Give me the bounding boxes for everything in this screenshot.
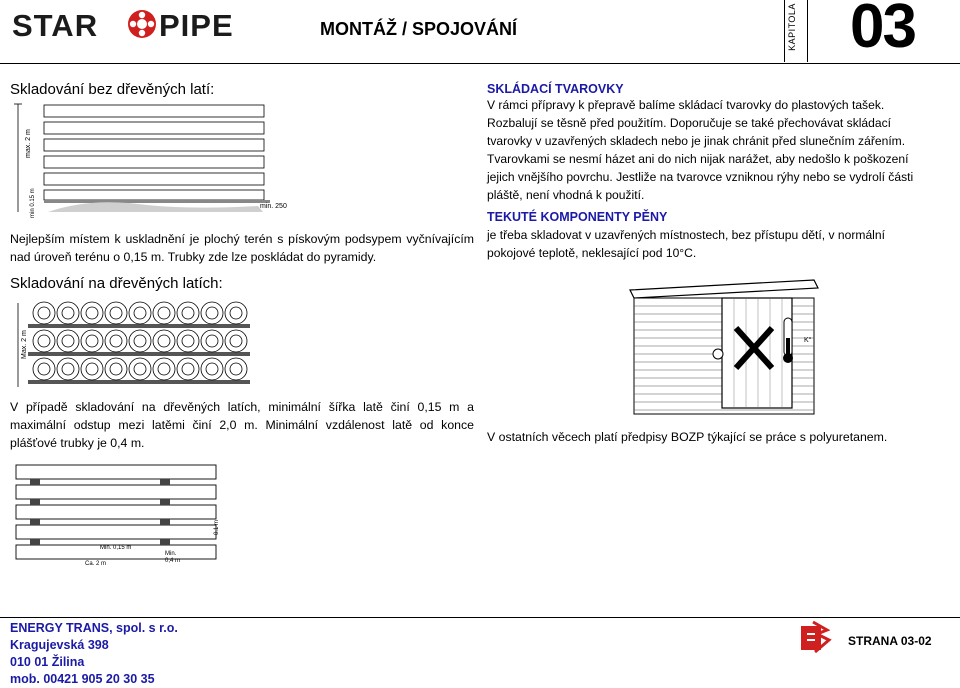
- pipe-inner: [230, 363, 242, 375]
- pipe-inner: [206, 335, 218, 347]
- pipe-inner: [206, 363, 218, 375]
- fig3-min015-label: Min. 0,15 m: [100, 545, 132, 551]
- fig2-max-label: Max. 2 m: [21, 330, 28, 359]
- pipe-inner: [182, 307, 194, 319]
- pipe-inner: [158, 363, 170, 375]
- pipe-inner: [134, 335, 146, 347]
- pipe-inner: [38, 335, 50, 347]
- foam-line: je třeba skladovat v uzavřených místnostech, bez přístupu dětí, v normální: [487, 228, 885, 242]
- fig1-min250-label: min. 250: [260, 203, 287, 210]
- bozp-text: V ostatních věcech platí předpisy BOZP týkající se práce s polyuretanem.: [487, 430, 888, 444]
- figure-storage-shed: [624, 278, 824, 416]
- section-text-no-laths: Nejlepším místem k uskladnění je plochý terén s pískovým podsypem vyčnívajícím nad úroveň terénu o 0,15 m. Trubky zde lze poskládat do pyramidy.: [10, 232, 474, 264]
- fig3-min01-label: 0.1 m: [214, 519, 220, 535]
- pipe-inner: [86, 307, 98, 319]
- fig1-max-label: max. 2 m: [25, 129, 32, 158]
- pipe-inner: [158, 335, 170, 347]
- fig1-min15-label: min 0.15 m: [30, 188, 36, 218]
- starpipe-logo: [12, 8, 252, 43]
- chapter-number: 03: [850, 0, 915, 61]
- foam-text: [487, 226, 952, 262]
- pipe-inner: [134, 363, 146, 375]
- pipe-inner: [110, 307, 122, 319]
- fittings-line: V rámci přípravy k přepravě balíme skládací tvarovky do plastových tašek.: [487, 98, 885, 112]
- fig3-min04-label: 0,4 m: [165, 558, 181, 564]
- figure-pipes-on-laths: [10, 297, 260, 392]
- pipe-inner: [134, 307, 146, 319]
- pipe-inner: [62, 363, 74, 375]
- fittings-line: tvarovky v uzavřených skladech nebo je jinak chránit před slunečním zářením.: [487, 134, 906, 148]
- header-divider: [0, 63, 960, 64]
- footer-street: Kragujevská 398: [10, 638, 109, 652]
- section-heading-no-laths: Skladování bez dřevěných latí:: [10, 81, 215, 98]
- fittings-line: Rozbalují se těsně před použitím. Doporučuje se také přechovávat skládací: [487, 116, 892, 130]
- logo-text-pipe: PIPE: [159, 8, 234, 43]
- pipe-inner: [86, 335, 98, 347]
- heading-liquid-foam: TEKUTÉ KOMPONENTY PĚNY: [487, 210, 668, 224]
- footer-company: ENERGY TRANS, spol. s r.o.: [10, 621, 178, 635]
- fittings-line: Tvarovkami se nesmí házet ani do nich nijak narážet, aby nedošlo k poškození: [487, 152, 909, 166]
- logo-circle-icon: [128, 10, 156, 38]
- fig3-ca2-label: Ca. 2 m: [85, 561, 107, 567]
- pipe-inner: [158, 307, 170, 319]
- pipe-inner: [38, 307, 50, 319]
- footer-city: 010 01 Žilina: [10, 655, 85, 669]
- pipe-inner: [86, 363, 98, 375]
- lath-bar: [28, 380, 250, 384]
- page-number: STRANA 03-02: [848, 634, 932, 648]
- footer-divider: [0, 617, 960, 618]
- heading-folding-fittings: SKLÁDACÍ TVAROVKY: [487, 82, 624, 96]
- lath-bar: [28, 352, 250, 356]
- pipe-inner: [182, 335, 194, 347]
- pipe-inner: [110, 363, 122, 375]
- pipe-inner: [110, 335, 122, 347]
- fig3-min-label: Min.: [165, 551, 177, 557]
- logo-text-star: STAR: [12, 8, 99, 43]
- pipe-inner: [230, 335, 242, 347]
- pipe-inner: [62, 335, 74, 347]
- fittings-text: [487, 96, 952, 204]
- figure-pipes-pyramid: [8, 100, 287, 220]
- section-text-with-laths: V případě skladování na dřevěných latích, minimální šířka latě činí 0,15 m a maximální odstup mezi latěmi činí 2,0 m. Minimální vzdálenost latě od konce plášťové trubky je 0,4 m.: [10, 400, 474, 450]
- thermometer-label: K°: [804, 337, 812, 344]
- right-section-fittings: [487, 82, 952, 262]
- pipe-inner: [38, 363, 50, 375]
- fittings-line: jejich vnějšího povrchu. Jestliže na tvarovce vzniknou rýhy nebo se vydrolí části: [487, 170, 914, 184]
- section-heading-with-laths: Skladování na dřevěných latích:: [10, 275, 223, 292]
- foam-line: pokojové teplotě, neklesající pod 10°C.: [487, 246, 697, 260]
- footer-phone: mob. 00421 905 20 30 35: [10, 672, 155, 686]
- pipe-inner: [182, 363, 194, 375]
- fittings-line: pláště, není vhodná k použití.: [487, 188, 645, 202]
- page-title: MONTÁŽ / SPOJOVÁNÍ: [320, 19, 518, 39]
- pipe-inner: [206, 307, 218, 319]
- pipe-inner: [230, 307, 242, 319]
- pipe-inner: [62, 307, 74, 319]
- footer-address: [10, 620, 178, 688]
- figure-laths-spacing: [10, 455, 225, 580]
- energy-trans-logo-icon: [797, 620, 831, 654]
- lath-bar: [28, 324, 250, 328]
- kapitola-label: KAPITOLA: [786, 3, 797, 51]
